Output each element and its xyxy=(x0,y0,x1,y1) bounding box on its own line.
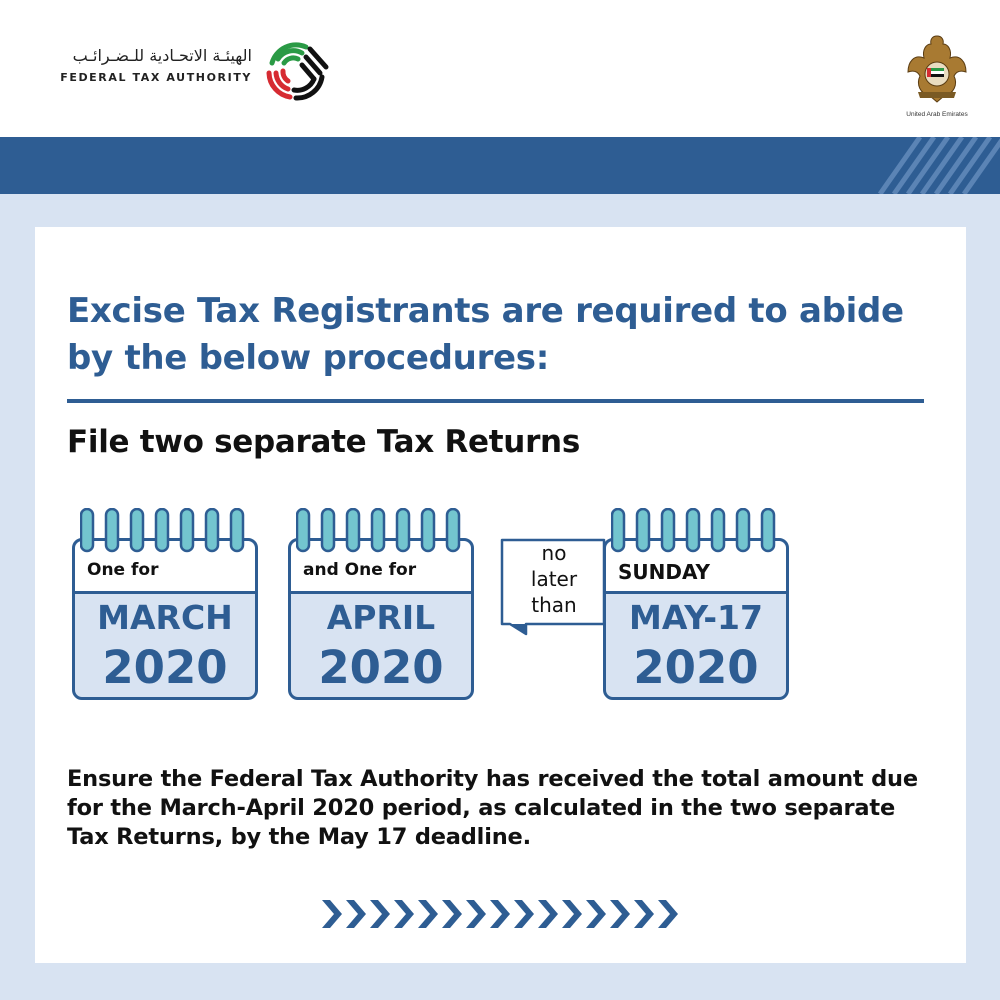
divider xyxy=(67,399,924,403)
blue-banner xyxy=(0,137,1000,194)
headline: Excise Tax Registrants are required to abide by the below procedures: xyxy=(67,291,904,378)
uae-caption: United Arab Emirates xyxy=(906,111,968,118)
calendar-rings-icon xyxy=(611,508,781,554)
uae-emblem xyxy=(902,32,972,118)
calendar-month: APRIL xyxy=(326,598,436,637)
subheading: File two separate Tax Returns xyxy=(67,424,580,460)
connector-word: later xyxy=(530,567,578,591)
calendar-year: 2020 xyxy=(633,641,759,694)
fta-logo-icon xyxy=(258,36,334,106)
fta-wordmark xyxy=(40,46,252,84)
calendar-year: 2020 xyxy=(102,641,228,694)
header xyxy=(0,0,1000,137)
calendar-month: MARCH xyxy=(97,598,233,637)
calendar-year: 2020 xyxy=(318,641,444,694)
banner-decoration-icon xyxy=(860,137,1000,194)
calendar-month: MAY-17 xyxy=(629,598,763,637)
chevrons-right-icon xyxy=(322,898,682,930)
connector-word: no xyxy=(541,541,567,565)
org-name-arabic: الهيئـة الاتحـادية للـضـرائـب xyxy=(72,46,252,65)
connector-word: than xyxy=(531,593,577,617)
calendar-label: SUNDAY xyxy=(618,560,711,584)
body-text: Ensure the Federal Tax Authority has received the total amount due for the March-April 2020 period, as calculated in the two separate Tax Returns, by the May 17 deadline. xyxy=(67,766,918,850)
calendar-april xyxy=(288,508,472,698)
calendar-label: One for xyxy=(87,560,159,580)
calendar-deadline xyxy=(603,508,787,698)
deadline-connector xyxy=(506,540,602,618)
org-name-english: FEDERAL TAX AUTHORITY xyxy=(60,71,252,84)
calendar-march xyxy=(72,508,256,698)
calendar-label: and One for xyxy=(303,560,417,580)
calendar-rings-icon xyxy=(80,508,250,554)
calendar-rings-icon xyxy=(296,508,466,554)
uae-emblem-icon xyxy=(904,32,970,106)
